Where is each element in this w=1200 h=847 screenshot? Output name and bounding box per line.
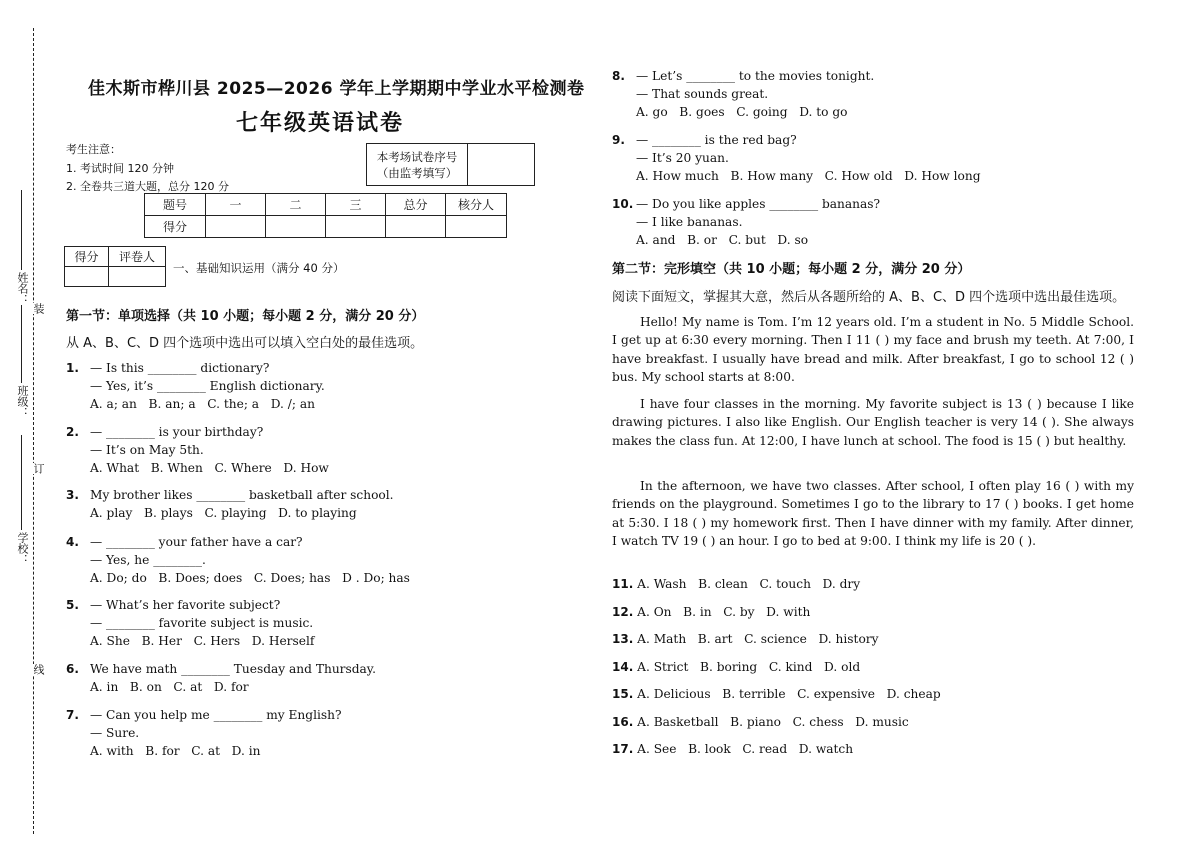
- question-line: — ________ is the red bag?: [636, 133, 797, 147]
- binding-zhuang: 装: [32, 303, 45, 314]
- serial-number-box: [366, 143, 535, 186]
- cloze-option-13: [612, 632, 879, 646]
- score-header-cell: 核分人: [446, 194, 507, 216]
- question-line: My brother likes ________ basketball after school.: [90, 488, 394, 502]
- class-blank-line: [21, 305, 22, 383]
- question-options: A. in B. on C. at D. for: [90, 680, 249, 694]
- binding-school-label: 学校：: [16, 532, 29, 565]
- question-line: We have math ________ Tuesday and Thursday.: [90, 662, 376, 676]
- question-line: — What’s her favorite subject?: [90, 598, 281, 612]
- question-number: 8.: [612, 69, 625, 83]
- cloze-option-16: [612, 715, 909, 729]
- score-header-cell: 二: [266, 194, 326, 216]
- question-line: — Let’s ________ to the movies tonight.: [636, 69, 875, 83]
- cloze-choices: A. Basketball B. piano C. chess D. music: [637, 715, 909, 729]
- cloze-choices: A. Math B. art C. science D. history: [637, 632, 879, 646]
- question-line: — Do you like apples ________ bananas?: [636, 197, 881, 211]
- cloze-number: 12.: [612, 605, 634, 619]
- passage-paragraph-1: Hello! My name is Tom. I’m 12 years old. I’m a student in No. 5 Middle School. I get up at 6:30 every morning. Then I 11 ( ) my face and brush my teeth. At 7:00, I have breakfast. I usually have bread and milk. After breakfast, I go to school 12 ( ) bus. My school starts at 8:00.: [612, 315, 1134, 384]
- question-options: A. with B. for C. at D. in: [90, 744, 261, 758]
- cloze-choices: A. Strict B. boring C. kind D. old: [637, 660, 861, 674]
- binding-name-label: 姓名：: [16, 272, 29, 305]
- serial-value-cell[interactable]: [468, 144, 535, 186]
- passage-paragraph-2: I have four classes in the morning. My favorite subject is 13 ( ) because I like drawing pictures. I also like English. Our English teacher is very 14 ( ). She always makes the class fun. At 12:00, I have lunch at school. The food is 15 ( ) but healthy.: [612, 397, 1134, 448]
- question-line: — That sounds great.: [636, 87, 769, 101]
- exam-title: 七年级英语试卷: [236, 111, 405, 136]
- serial-label: [367, 144, 468, 186]
- question-line: — Is this ________ dictionary?: [90, 361, 270, 375]
- question-number: 7.: [66, 708, 79, 722]
- question-line: — Sure.: [90, 726, 140, 740]
- score-header-cell: 三: [326, 194, 386, 216]
- score-cell[interactable]: [386, 216, 446, 238]
- question-options: A. She B. Her C. Hers D. Herself: [90, 634, 315, 648]
- binding-class-label: 班级：: [16, 385, 29, 418]
- question-number: 4.: [66, 535, 79, 549]
- cloze-option-11: [612, 577, 860, 591]
- school-title: 佳木斯市桦川县 2025—2026 学年上学期期中学业水平检测卷: [88, 79, 585, 99]
- grader-box: [64, 246, 166, 287]
- score-cell[interactable]: [206, 216, 266, 238]
- question-options: A. How much B. How many C. How old D. How long: [636, 169, 981, 183]
- cloze-number: 17.: [612, 742, 634, 756]
- question-line: — Can you help me ________ my English?: [90, 708, 342, 722]
- score-table-header-row: [145, 194, 507, 216]
- cloze-option-12: [612, 605, 810, 619]
- question-options: A. and B. or C. but D. so: [636, 233, 809, 247]
- binding-line: [33, 28, 34, 834]
- question-number: 3.: [66, 488, 79, 502]
- question-options: A. a; an B. an; a C. the; a D. /; an: [90, 397, 315, 411]
- school-blank-line: [21, 435, 22, 530]
- notice-item-1: 1. 考试时间 120 分钟: [66, 162, 174, 175]
- grader-score-label: 得分: [65, 247, 109, 267]
- cloze-option-15: [612, 687, 941, 701]
- question-number: 6.: [66, 662, 79, 676]
- question-number: 5.: [66, 598, 79, 612]
- question-line: — Yes, he ________.: [90, 553, 206, 567]
- score-header-cell: 总分: [386, 194, 446, 216]
- question-options: A. play B. plays C. playing D. to playing: [90, 506, 357, 520]
- serial-label-line1: 本考场试卷序号: [376, 149, 458, 164]
- question-line: — ________ favorite subject is music.: [90, 616, 314, 630]
- cloze-choices: A. Wash B. clean C. touch D. dry: [637, 577, 861, 591]
- section1-title: 第一节：单项选择（共 10 小题；每小题 2 分，满分 20 分）: [66, 309, 425, 324]
- name-blank-line: [21, 190, 22, 270]
- score-table: [144, 193, 507, 238]
- binding-xian: 线: [32, 664, 45, 675]
- score-table-row: [145, 216, 507, 238]
- cloze-number: 14.: [612, 660, 634, 674]
- question-options: A. Do; do B. Does; does C. Does; has D . Do; has: [90, 571, 410, 585]
- cloze-number: 15.: [612, 687, 634, 701]
- question-line: — It’s on May 5th.: [90, 443, 204, 457]
- serial-label-line2: （由监考填写）: [376, 165, 458, 180]
- score-cell[interactable]: [326, 216, 386, 238]
- question-number: 2.: [66, 425, 79, 439]
- section1-instructions: 从 A、B、C、D 四个选项中选出可以填入空白处的最佳选项。: [66, 336, 424, 351]
- section2-title: 第二节：完形填空（共 10 小题；每小题 2 分，满分 20 分）: [612, 262, 971, 277]
- question-number: 10.: [612, 197, 634, 211]
- question-number: 1.: [66, 361, 79, 375]
- cloze-number: 11.: [612, 577, 634, 591]
- binding-ding: 订: [32, 463, 45, 474]
- question-number: 9.: [612, 133, 625, 147]
- cloze-choices: A. On B. in C. by D. with: [637, 605, 811, 619]
- grader-name-cell[interactable]: [109, 267, 166, 287]
- score-header-cell: 一: [206, 194, 266, 216]
- question-line: — ________ is your birthday?: [90, 425, 264, 439]
- section2-instructions: 阅读下面短文，掌握其大意，然后从各题所给的 A、B、C、D 四个选项中选出最佳选项。: [612, 290, 1126, 305]
- question-options: A. What B. When C. Where D. How: [90, 461, 329, 475]
- grader-name-label: 评卷人: [109, 247, 166, 267]
- score-row-label: 得分: [145, 216, 206, 238]
- cloze-choices: A. See B. look C. read D. watch: [637, 742, 854, 756]
- question-options: A. go B. goes C. going D. to go: [636, 105, 848, 119]
- cloze-number: 13.: [612, 632, 634, 646]
- score-header-cell: 题号: [145, 194, 206, 216]
- question-line: — ________ your father have a car?: [90, 535, 303, 549]
- notice-heading: 考生注意：: [66, 143, 121, 156]
- cloze-number: 16.: [612, 715, 634, 729]
- cloze-option-17: [612, 742, 853, 756]
- notice-item-2: 2. 全卷共三道大题，总分 120 分: [66, 180, 229, 193]
- question-line: — I like bananas.: [636, 215, 743, 229]
- score-cell[interactable]: [266, 216, 326, 238]
- grader-score-cell[interactable]: [65, 267, 109, 287]
- cloze-option-14: [612, 660, 860, 674]
- cloze-choices: A. Delicious B. terrible C. expensive D. cheap: [637, 687, 941, 701]
- part1-title: 一、基础知识运用（满分 40 分）: [173, 261, 345, 275]
- question-line: — Yes, it’s ________ English dictionary.: [90, 379, 325, 393]
- question-line: — It’s 20 yuan.: [636, 151, 729, 165]
- score-cell[interactable]: [446, 216, 507, 238]
- passage-paragraph-3: In the afternoon, we have two classes. After school, I often play 16 ( ) with my friends on the playground. Sometimes I go to the library to 17 ( ) books. I get home at 5:30. I 18 ( ) my homework first. Then I have dinner with my family. After dinner, I watch TV 19 ( ) an hour. I go to bed at 9:00. I think my life is 20 ( ).: [612, 479, 1134, 548]
